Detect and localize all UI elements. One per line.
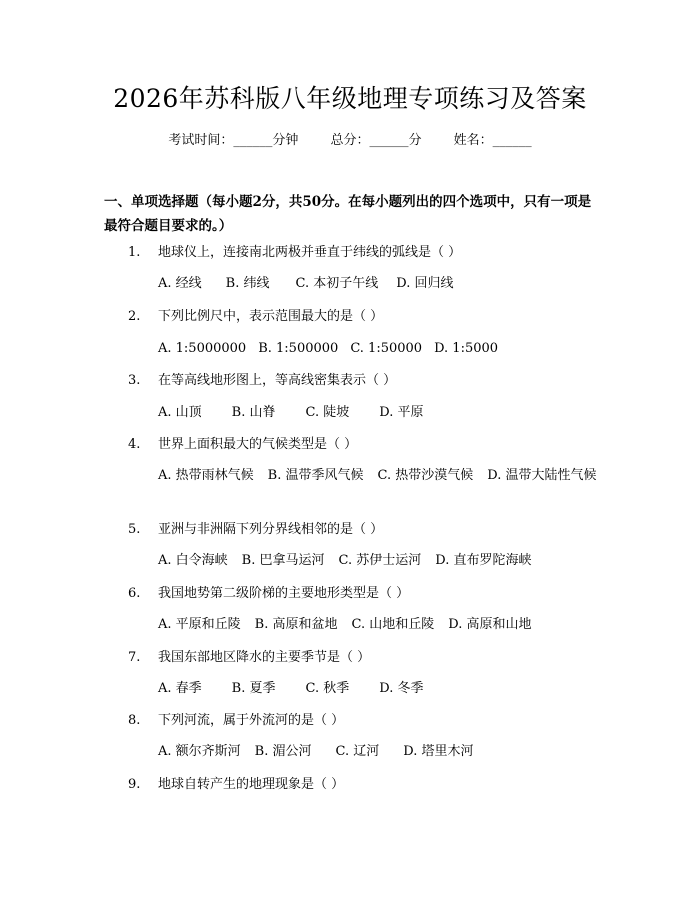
option-a: A. 白令海峡 [158, 553, 228, 568]
question-7-options [104, 677, 600, 701]
option-d: D. 温带大陆性气候 [487, 468, 597, 483]
option-b: B. 山脊 [231, 405, 276, 420]
question-stem: 地球仪上，连接南北两极并垂直于纬线的弧线是（ ） [158, 245, 462, 260]
question-1-options [104, 272, 600, 296]
question-8-options [104, 740, 600, 764]
option-a: A. 平原和丘陵 [158, 617, 241, 632]
option-a: A. 山顶 [158, 405, 202, 420]
question-4-options [104, 464, 600, 488]
option-b: B. 温带季风气候 [267, 468, 364, 483]
question-2-options [104, 337, 600, 361]
question-stem: 下列河流，属于外流河的是（ ） [158, 713, 345, 728]
question-number: 5. [128, 522, 141, 537]
option-d: D. 塔里木河 [403, 744, 474, 759]
option-a: A. 额尔齐斯河 [158, 744, 241, 759]
question-number: 9. [128, 777, 141, 792]
option-d: D. 直布罗陀海峡 [435, 553, 532, 568]
option-b: B. 巴拿马运河 [241, 553, 325, 568]
exam-meta [0, 131, 700, 151]
question-stem: 世界上面积最大的气候类型是（ ） [158, 437, 358, 452]
option-d: D. 平原 [379, 405, 424, 420]
question-number: 4. [128, 437, 141, 452]
option-a: A. 经线 [158, 276, 202, 291]
option-a: A. 热带雨林气候 [158, 468, 254, 483]
option-c: C. 苏伊士运河 [338, 553, 422, 568]
question-5-options [104, 549, 600, 573]
option-b: B. 高原和盆地 [254, 617, 338, 632]
question-stem: 下列比例尺中，表示范围最大的是（ ） [158, 309, 384, 324]
document-title: 2026年苏科版八年级地理专项练习及答案 [113, 84, 587, 113]
section-heading: 一、单项选择题（每小题2分，共50分。在每小题列出的四个选项中，只有一项是最符合题目要求的。） [104, 194, 592, 234]
question-stem: 地球自转产生的地理现象是（ ） [158, 777, 345, 792]
option-a: A. 春季 [158, 681, 202, 696]
option-c: C. 陡坡 [305, 405, 350, 420]
option-b: B. 1:500000 [258, 341, 339, 356]
option-d: D. 1:5000 [434, 341, 499, 356]
option-b: B. 湄公河 [254, 744, 312, 759]
option-b: B. 夏季 [231, 681, 276, 696]
question-stem: 在等高线地形图上，等高线密集表示（ ） [158, 373, 397, 388]
question-number: 6. [128, 586, 141, 601]
question-number: 7. [128, 650, 141, 665]
option-d: D. 高原和山地 [448, 617, 532, 632]
question-stem: 我国地势第二级阶梯的主要地形类型是（ ） [158, 586, 410, 601]
question-stem: 亚洲与非洲隔下列分界线相邻的是（ ） [158, 522, 384, 537]
question-number: 3. [128, 373, 141, 388]
option-c: C. 山地和丘陵 [351, 617, 435, 632]
question-stem: 我国东部地区降水的主要季节是（ ） [158, 650, 371, 665]
option-c: C. 辽河 [335, 744, 380, 759]
question-number: 2. [128, 309, 141, 324]
option-d: D. 冬季 [379, 681, 424, 696]
option-a: A. 1:5000000 [158, 341, 247, 356]
option-d: D. 回归线 [396, 276, 454, 291]
option-c: C. 1:50000 [350, 341, 423, 356]
question-6-options [104, 613, 600, 637]
exam-time-field: 考试时间：______分钟 [168, 133, 299, 148]
option-b: B. 纬线 [225, 276, 270, 291]
option-c: C. 热带沙漠气候 [377, 468, 474, 483]
option-c: C. 秋季 [305, 681, 350, 696]
question-number: 1. [128, 245, 141, 260]
question-number: 8. [128, 713, 141, 728]
question-3-options [104, 401, 600, 425]
option-c: C. 本初子午线 [295, 276, 379, 291]
student-name-field: 姓名：______ [453, 133, 532, 148]
total-score-field: 总分：______分 [330, 133, 422, 148]
